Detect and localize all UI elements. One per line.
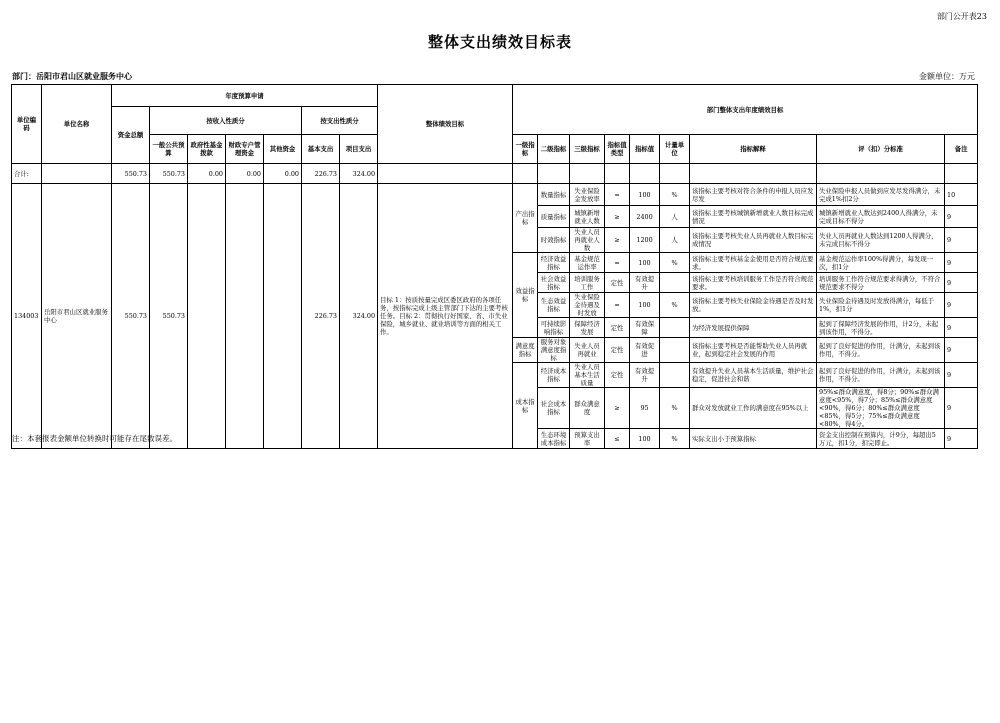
explain-cell: 该指标主要考核基金金使用是否符合规范要求。	[690, 253, 817, 273]
explain-cell: 该指标主要考核是否能帮助失业人员再就业，起到稳定社会发展的作用	[690, 338, 817, 363]
header-by-income: 按收入性质分	[150, 107, 302, 135]
type-cell: ≥	[605, 206, 630, 228]
explain-cell: 该指标主要考核城镇新增就业人数目标完成情况	[690, 206, 817, 228]
criteria-cell: 资金支出控制在预算内，计9分，每超出5万元，扣1分，扣完即止。	[817, 429, 945, 449]
totals-total: 550.73	[112, 164, 150, 184]
unit-cell: %	[660, 184, 690, 206]
unit-general: 550.73	[150, 184, 188, 449]
lvl2-quality: 质量指标	[538, 206, 570, 228]
unit-cell	[660, 318, 690, 338]
value-cell: 有效促进	[630, 338, 660, 363]
explain-cell: 实际支出小于预算指标	[690, 429, 817, 449]
unit-goal: 目标 1：按质按量完成区委区政府的各项任务，按指标完成上级主管部门下达的主要考核任务。目标 2：贯彻执行好国家、省、市失业保险，城乡就业、就业培训等方面的相关工作。	[378, 184, 513, 449]
lvl3-cell: 失业保险金发放率	[570, 184, 605, 206]
type-cell: 定性	[605, 273, 630, 293]
totals-goal-cell	[378, 164, 513, 184]
type-cell: ≥	[605, 388, 630, 429]
header-level3: 三级指标	[570, 135, 605, 164]
totals-row	[12, 164, 978, 184]
type-cell: 定性	[605, 338, 630, 363]
lvl2-social: 社会效益指标	[538, 273, 570, 293]
totals-special: 0.00	[226, 164, 264, 184]
header-explain: 指标解释	[690, 135, 817, 164]
remark-cell: 9	[945, 338, 978, 363]
lvl2-economic-cost: 经济成本指标	[538, 363, 570, 388]
totals-general: 550.73	[150, 164, 188, 184]
type-cell: ≤	[605, 429, 630, 449]
header-level2: 二级指标	[538, 135, 570, 164]
value-cell: 有效提升	[630, 363, 660, 388]
lvl2-timeliness: 时效指标	[538, 228, 570, 253]
unit-name: 岳阳市君山区就业服务中心	[42, 184, 112, 449]
criteria-cell: 起到了良好促进的作用，计满分，未起到该作用，不得分。	[817, 338, 945, 363]
header-basic-expense: 基本支出	[302, 135, 340, 164]
remark-cell: 9	[945, 253, 978, 273]
criteria-cell: 起到了保障经济发展的作用，计2分，未起到该作用，不得分。	[817, 318, 945, 338]
criteria-cell: 基金规范运作率100%得满分，每发现一次，扣1分	[817, 253, 945, 273]
criteria-cell: 起到了良好促进的作用，计满分，未起到该作用，不得分。	[817, 363, 945, 388]
type-cell: 定性	[605, 363, 630, 388]
value-cell: 95	[630, 388, 660, 429]
unit-total: 550.73	[112, 184, 150, 449]
header-by-expense: 按支出性质分	[302, 107, 378, 135]
remark-cell: 10	[945, 184, 978, 206]
value-cell: 有效保障	[630, 318, 660, 338]
lvl2-economic: 经济效益指标	[538, 253, 570, 273]
remark-cell: 9	[945, 388, 978, 429]
header-other-fund: 其他资金	[264, 135, 302, 164]
value-cell: 100	[630, 429, 660, 449]
unit-other	[264, 184, 302, 449]
explain-cell: 群众对发放就业工作的满意度在95%以上	[690, 388, 817, 429]
header-unit-code: 单位编码	[12, 85, 42, 164]
unit-special	[226, 184, 264, 449]
remark-cell: 9	[945, 293, 978, 318]
criteria-cell: 95%≤群众满意度，得8分；90%≤群众满意度<95%，得7分；85%≤群众满意度<90%，得6分；80%≤群众满意度<85%，得5分；75%≤群众满意度<80%，得4分。	[817, 388, 945, 429]
lvl3-cell: 预算支出率	[570, 429, 605, 449]
criteria-cell: 失业保险申报人员做到应发尽发得满分，未完成1%扣2分	[817, 184, 945, 206]
unit-gov-fund	[188, 184, 226, 449]
footnote: 注：本套报表金额单位转换时可能存在尾数误差。	[12, 434, 177, 443]
unit-code: 134003	[12, 184, 42, 449]
header-criteria: 评（扣）分标准	[817, 135, 945, 164]
unit-cell: 人	[660, 228, 690, 253]
unit-cell: %	[660, 429, 690, 449]
unit-cell: %	[660, 388, 690, 429]
value-cell: 100	[630, 184, 660, 206]
type-cell: 定性	[605, 318, 630, 338]
remark-cell: 9	[945, 363, 978, 388]
unit-cell: 人	[660, 206, 690, 228]
lvl3-cell: 失业人员再就业	[570, 338, 605, 363]
criteria-cell: 失业人员再就业人数达到1200人得满分，未完成目标不得分	[817, 228, 945, 253]
lvl2-quantity: 数量指标	[538, 184, 570, 206]
lvl1-output: 产出指标	[513, 184, 538, 253]
lvl1-satisfaction: 满意度指标	[513, 338, 538, 363]
criteria-cell: 失业保险金待遇及时发放得满分，每低于1%，扣1分	[817, 293, 945, 318]
lvl2-ecological: 生态效益指标	[538, 293, 570, 318]
unit-cell	[660, 363, 690, 388]
lvl3-cell: 培训服务工作	[570, 273, 605, 293]
explain-cell: 该指标主要考核失业人员再就业人数目标完成情况	[690, 228, 817, 253]
header-budget-apply: 年度预算申请	[112, 85, 378, 107]
header-annual-goal: 部门整体支出年度绩效目标	[513, 85, 978, 135]
unit-cell	[660, 338, 690, 363]
lvl3-cell: 失业保险金待遇及时发放	[570, 293, 605, 318]
performance-goal-table	[11, 84, 978, 449]
lvl3-cell: 失业人员基本生活质量	[570, 363, 605, 388]
lvl3-cell: 保障经济发展	[570, 318, 605, 338]
remark-cell: 9	[945, 318, 978, 338]
header-project-expense: 项目支出	[340, 135, 378, 164]
header-general-budget: 一般公共预算	[150, 135, 188, 164]
criteria-cell: 培训服务工作符合规范要求得满分，不符合规范要求不得分	[817, 273, 945, 293]
unit-cell: %	[660, 253, 690, 273]
remark-cell: 9	[945, 228, 978, 253]
type-cell: =	[605, 184, 630, 206]
page-code: 部门公开表23	[936, 12, 987, 21]
totals-name-cell	[42, 164, 112, 184]
totals-basic: 226.73	[302, 164, 340, 184]
explain-cell: 该指标主要考核对符合条件的申报人员应发尽发	[690, 184, 817, 206]
value-cell: 100	[630, 253, 660, 273]
department-label: 部门：岳阳市君山区就业服务中心	[12, 71, 132, 81]
value-cell: 2400	[630, 206, 660, 228]
remark-cell: 9	[945, 206, 978, 228]
header-value-type: 指标值类型	[605, 135, 630, 164]
unit-basic: 226.73	[302, 184, 340, 449]
header-unit-name: 单位名称	[42, 85, 112, 164]
totals-label: 合计:	[12, 164, 42, 184]
lvl1-cost: 成本指标	[513, 363, 538, 449]
unit-cell: %	[660, 293, 690, 318]
explain-cell: 该指标主要考核培训服务工作是否符合规范要求。	[690, 273, 817, 293]
lvl3-cell: 群众满意度	[570, 388, 605, 429]
lvl3-cell: 基金规范运作率	[570, 253, 605, 273]
explain-cell: 有效提升失业人员基本生活质量，维护社会稳定，促进社会和谐	[690, 363, 817, 388]
lvl1-benefit: 效益指标	[513, 253, 538, 338]
lvl3-cell: 失业人员再就业人数	[570, 228, 605, 253]
explain-cell: 该指标主要考核失业保险金待遇是否及时发放。	[690, 293, 817, 318]
totals-gov-fund: 0.00	[188, 164, 226, 184]
type-cell: =	[605, 253, 630, 273]
value-cell: 100	[630, 293, 660, 318]
lvl2-service-target: 服务对象满意度指标	[538, 338, 570, 363]
header-measure-unit: 计量单位	[660, 135, 690, 164]
lvl2-sustainable: 可持续影响指标	[538, 318, 570, 338]
unit-cell	[660, 273, 690, 293]
header-gov-fund: 政府性基金拨款	[188, 135, 226, 164]
lvl3-cell: 城镇新增就业人数	[570, 206, 605, 228]
value-cell: 有效提升	[630, 273, 660, 293]
lvl2-social-cost: 社会成本指标	[538, 388, 570, 429]
currency-unit-label: 金额单位：万元	[919, 72, 975, 81]
header-total-funds: 资金总额	[112, 107, 150, 164]
remark-cell: 9	[945, 429, 978, 449]
totals-other: 0.00	[264, 164, 302, 184]
page-title: 整体支出绩效目标表	[427, 33, 572, 51]
lvl2-eco-cost: 生态环境成本指标	[538, 429, 570, 449]
explain-cell: 为经济发展提供保障	[690, 318, 817, 338]
unit-project: 324.00	[340, 184, 378, 449]
totals-project: 324.00	[340, 164, 378, 184]
header-value: 指标值	[630, 135, 660, 164]
remark-cell: 9	[945, 273, 978, 293]
header-special-fund: 财政专户管理资金	[226, 135, 264, 164]
header-level1: 一级指标	[513, 135, 538, 164]
value-cell: 1200	[630, 228, 660, 253]
indicator-row	[12, 184, 978, 206]
type-cell: ≥	[605, 228, 630, 253]
header-remark: 备注	[945, 135, 978, 164]
header-overall-goal: 整体绩效目标	[378, 85, 513, 164]
type-cell: =	[605, 293, 630, 318]
criteria-cell: 城镇新增就业人数达到2400人得满分，未完成目标不得分	[817, 206, 945, 228]
